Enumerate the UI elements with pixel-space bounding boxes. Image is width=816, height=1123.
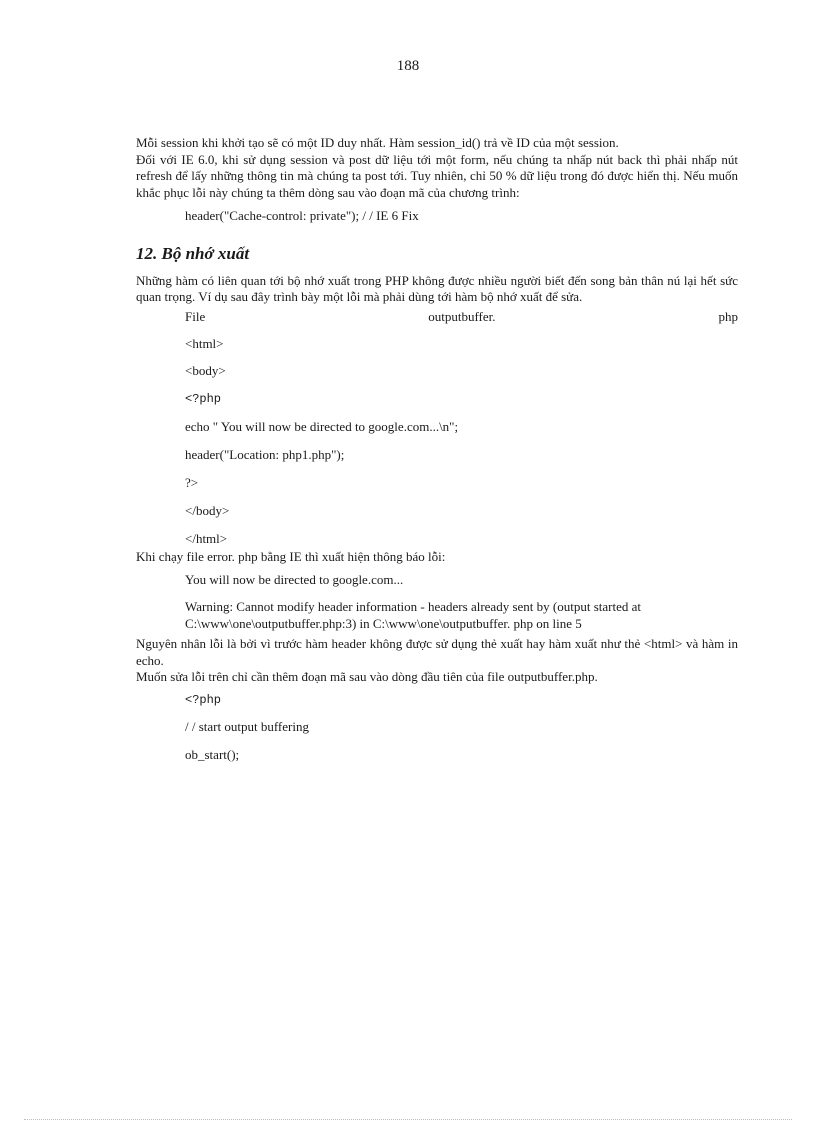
code-line: <html> [185,335,224,351]
output-line: You will now be directed to google.com... [185,572,404,587]
warning-message [136,599,738,632]
section-heading: 12. Bộ nhớ xuất [136,243,250,263]
code-line: header("Location: php1.php"); [185,446,345,462]
code-line: <body> [185,362,226,378]
paragraph-error-intro: Khi chạy file error. php bằng IE thì xuất hiện thông báo lỗi: [136,548,446,564]
file-label-word: File [185,308,206,324]
warning-line-2: C:\www\one\outputbuffer.php:3) in C:\www\one\outputbuffer. php on line 5 [185,615,582,631]
code-line: <?php [185,391,222,406]
code-line: <?php [185,692,222,707]
file-label-line [136,309,738,336]
paragraph-output-buffer-intro: Những hàm có liên quan tới bộ nhớ xuất trong PHP không được nhiều người biết đến song bản thân nú lại hết sức quan trọng. Ví dụ sau đây trình bày một lỗi mà phải dùng tới hàm bộ nhớ xuất để sửa. [136,272,738,304]
paragraph-session-id: Mỗi session khi khởi tạo sẽ có một ID duy nhất. Hàm session_id() trả về ID của một session. [136,135,619,150]
paragraph-fix: Muốn sửa lỗi trên chỉ cần thêm đoạn mã sau vào dòng đầu tiên của file outputbuffer.php. [136,669,598,684]
code-block-outputbuffer [136,336,738,559]
footer-divider [24,1119,792,1120]
code-line: </body> [185,502,230,518]
code-block-fix [136,692,738,775]
file-label-name: outputbuffer. [428,308,496,324]
code-line: echo " You will now be directed to google.com...\n"; [185,418,459,434]
code-line: ?> [185,474,199,490]
warning-line-1: Warning: Cannot modify header information - headers already sent by (output started at [185,599,641,614]
code-cache-control: header("Cache-control: private"); / / IE 6 Fix [185,208,419,223]
code-line: / / start output buffering [185,718,309,734]
paragraph-cause: Nguyên nhân lỗi là bởi vì trước hàm header không được sử dụng thẻ xuất hay hàm xuất như thẻ <html> và hàm in echo. [136,636,738,668]
code-line: </html> [185,530,228,546]
page-content [136,135,738,775]
code-line: ob_start(); [185,746,240,762]
page-number: 188 [396,58,420,74]
file-label-ext: php [718,308,738,324]
paragraph-ie6: Đối với IE 6.0, khi sử dụng session và post dữ liệu tới một form, nếu chúng ta nhấp nút back thì phải nhấp nút refresh để lấy những thông tin mà chúng ta post tới. Tuy nhiên, chỉ 50 % dữ liệu trong đó được hiển thị. Nếu muốn khắc phục lỗi này chúng ta thêm dòng sau vào đoạn mã của chương trình: [136,151,738,200]
